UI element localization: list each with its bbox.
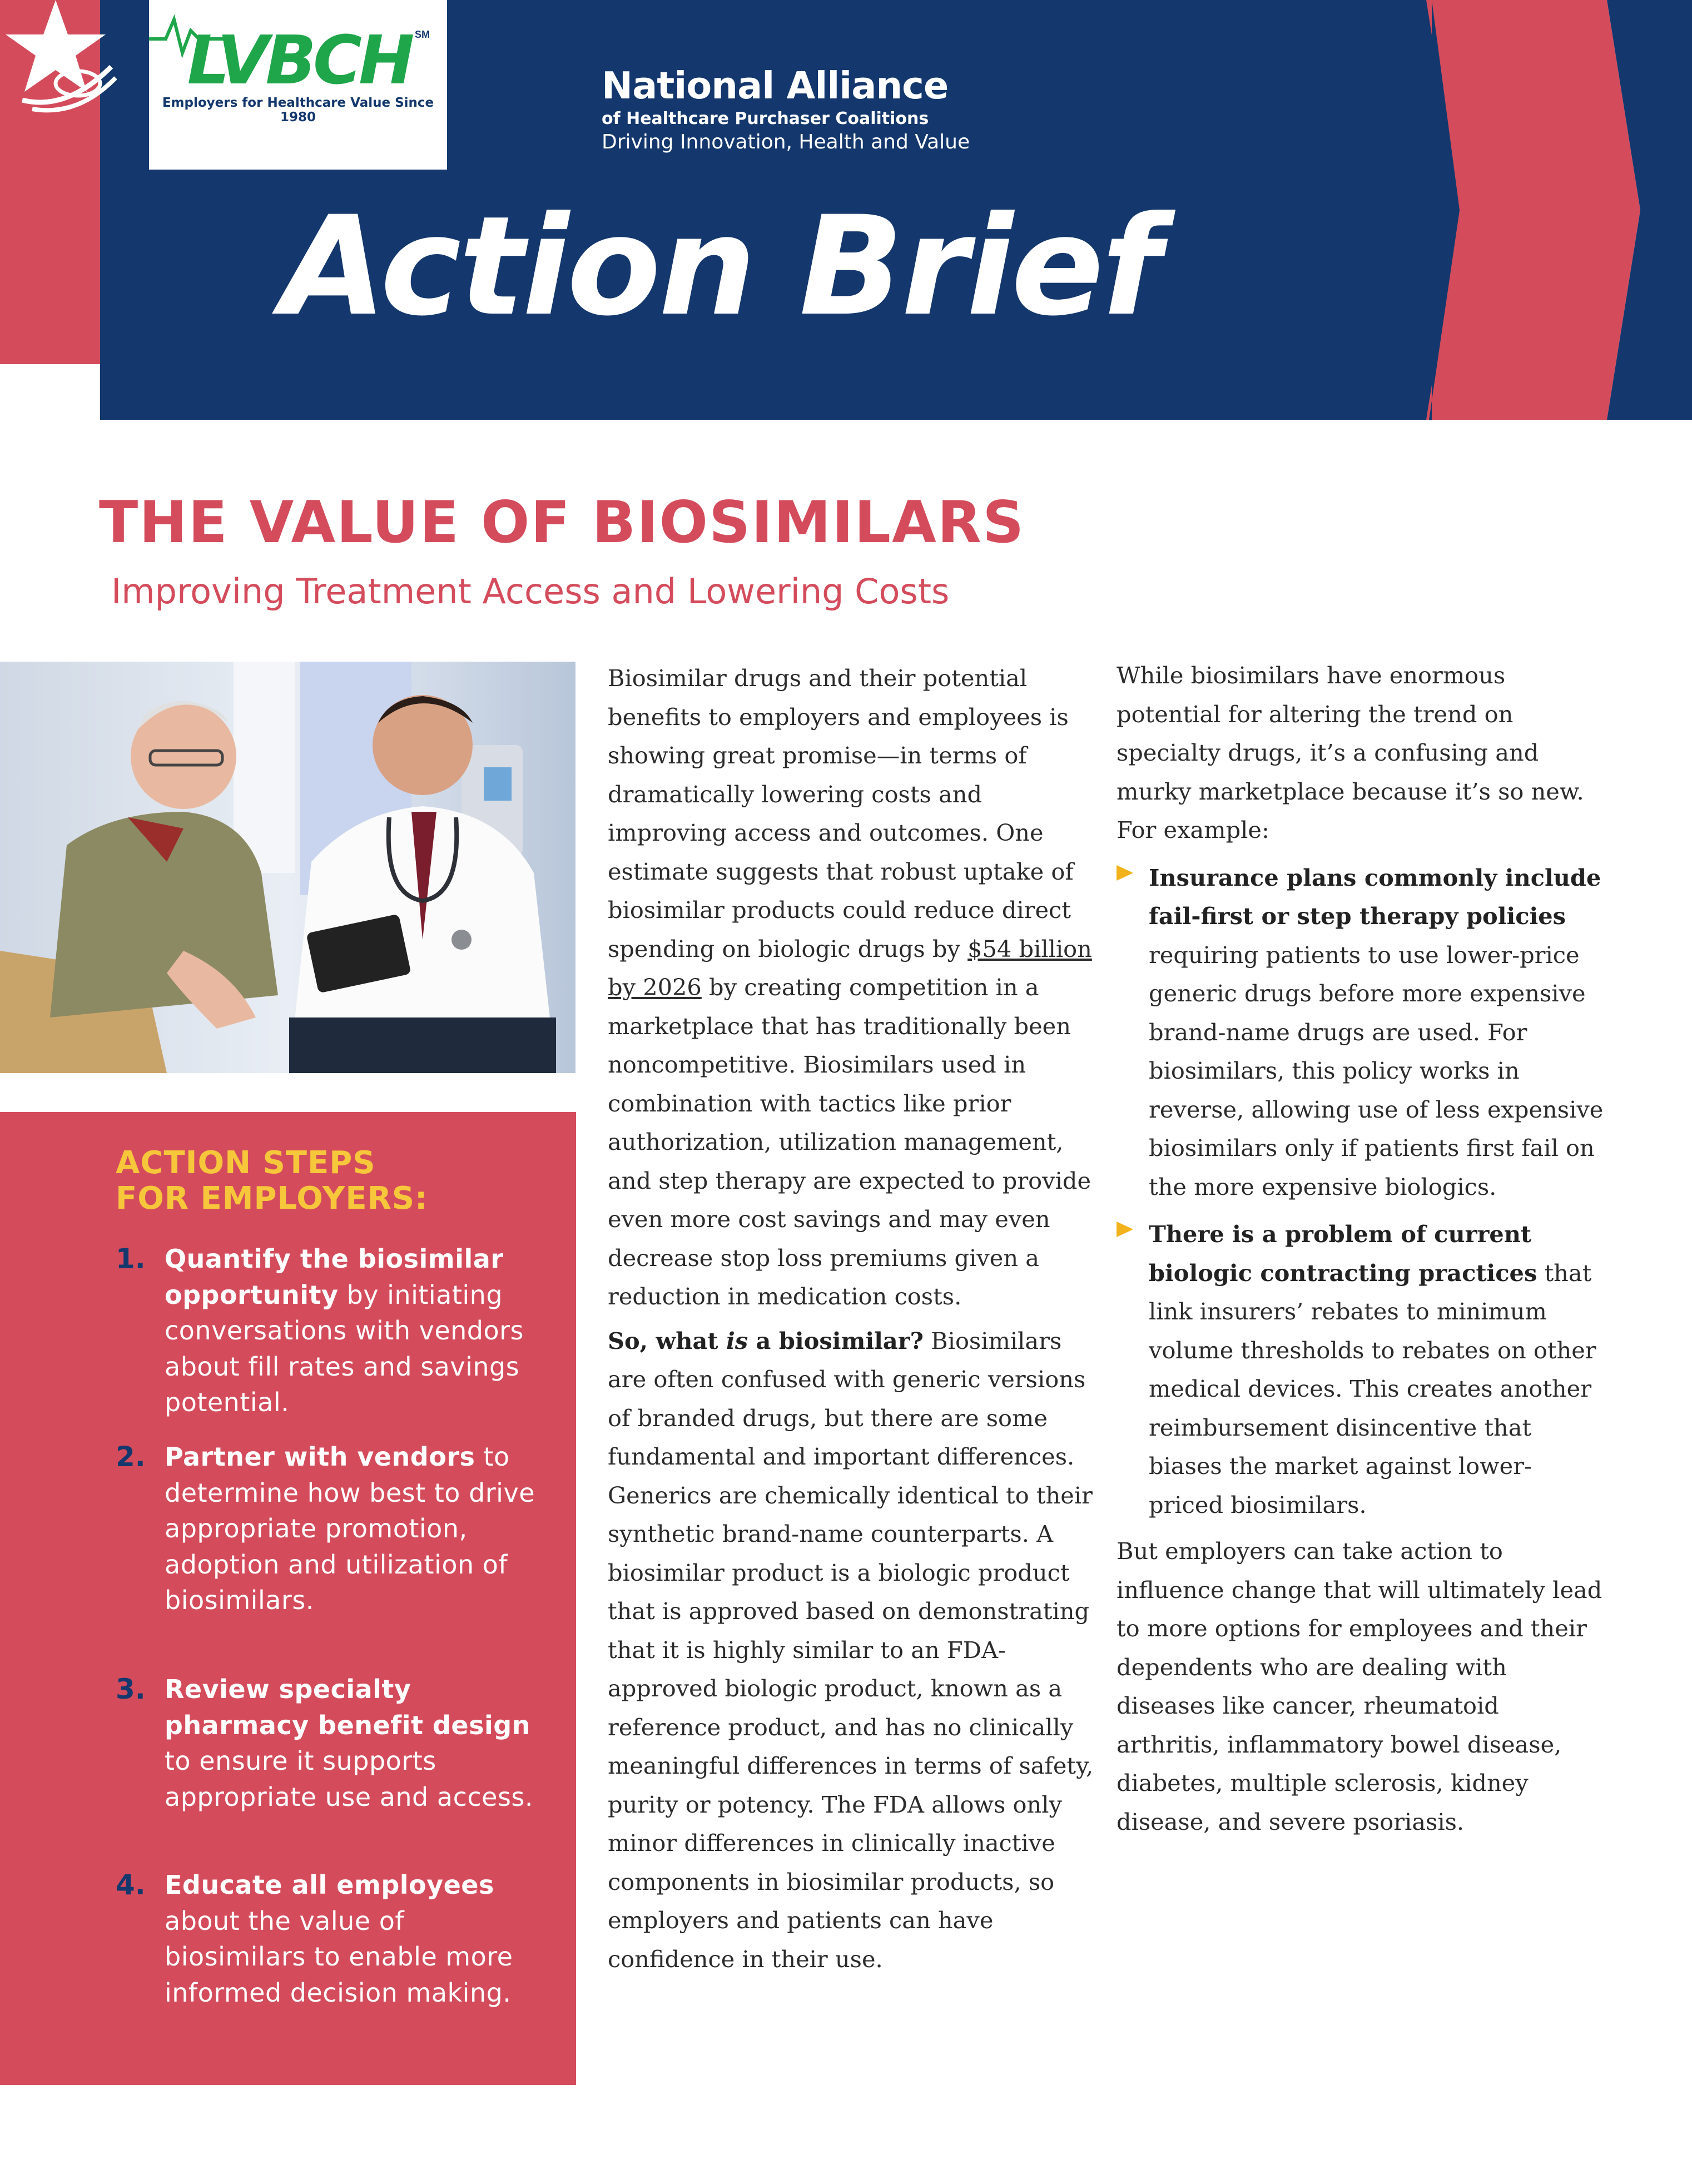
alliance-star-icon [0,0,117,117]
body-column-2 [608,659,1097,1978]
marketplace-intro: While biosimilars have enormous potential for altering the trend on specialty drugs, it’s a confusing and murky marketplace because it’s so new. For example: [1117,662,1584,843]
bullet-arrow-icon [1117,1218,1135,1240]
header-banner [0,0,1692,423]
heartbeat-icon [149,0,227,61]
doctor-patient-photo [0,662,575,1073]
lvbch-tagline: Employers for Healthcare Value Since 1980 [162,96,434,125]
body-column-3 [1117,656,1606,1841]
alliance-subtitle: of Healthcare Purchaser Coalitions [602,109,929,128]
action-steps-box: ACTION STEPS FOR EMPLOYERS: 1. Quantify the biosimilar opportunity by initiating conversations with vendors about fill rates and savings potential. 2. Partner with vendors to determine how best to drive appropriate promotion, adoption and utilization of biosimilars. 3. Review specialty pharmacy benefit design to ensure it supports appropriate use and access. 4. Educate all employees about the value of biosimilars to enable more informed decision making. [0,1112,576,2085]
what-is-biosimilar-paragraph: So, what is a biosimilar? Biosimilars are often confused with generic versions of branded drugs, but there are some fundamental and important differences. Generics are chemically identical to their synthetic brand-name counterparts. A biosimilar product is a biologic product that is approved based on demonstrating that it is highly similar to an FDA-approved biologic product, known as a reference product, and has no clinically meaningful differences in terms of safety, purity or potency. The FDA allows only minor differences in clinically inactive components in biosimilar products, so employers and patients can have confidence in their use. [608,1327,1094,1973]
banner-title: Action Brief [281,187,1159,346]
lvbch-logo-text: LVBCH [187,22,411,100]
action-steps-heading: ACTION STEPS FOR EMPLOYERS: [116,1145,428,1217]
bullet-contracting: There is a problem of current biologic contracting practices that link insurers’ rebates to minimum volume thresholds to rebates on other medical devices. This creates another reimbursement disincentive that biases the market against lower-priced biosimilars. [1117,1215,1606,1524]
savings-estimate-link[interactable]: $54 billion by 2026 [608,935,1092,1001]
alliance-tagline: Driving Innovation, Health and Value [602,131,970,153]
alliance-name: National Alliance [602,64,949,107]
bullet-arrow-icon [1117,862,1135,884]
intro-paragraph: Biosimilar drugs and their potential benefits to employers and employees is showing great promise—in terms of dramatically lowering costs and improving access and outcomes. One estimate suggests that robust uptake of biosimilar products could reduce direct spending on biologic drugs by $54 billion by 2026 by creating competition in a marketplace that has traditionally been noncompetitive. Biosimilars used in combination with tactics like prior authorization, utilization management, and step therapy are expected to provide even more cost savings and may even decrease stop loss premiums given a reduction in medication costs. [608,664,1092,1310]
lvbch-sm-mark: SM [415,29,430,40]
bullet-step-therapy: Insurance plans commonly include fail-first or step therapy policies requiring patients to use lower-price generic drugs before more expensive brand-name drugs are used. For biosimilars, this policy works in reverse, allowing use of less expensive biosimilars only if patients first fail on the more expensive biologics. [1117,858,1606,1207]
closing-paragraph: But employers can take action to influence change that will ultimately lead to more options for employees and their dependents who are dealing with diseases like cancer, rheumatoid arthritis, inflammatory bowel disease, diabetes, multiple sclerosis, kidney disease, and severe psoriasis. [1117,1537,1602,1835]
page-subtitle: Improving Treatment Access and Lowering Costs [111,571,950,612]
page-title: THE VALUE OF BIOSIMILARS [99,489,1025,556]
lvbch-logo[interactable] [149,0,447,170]
